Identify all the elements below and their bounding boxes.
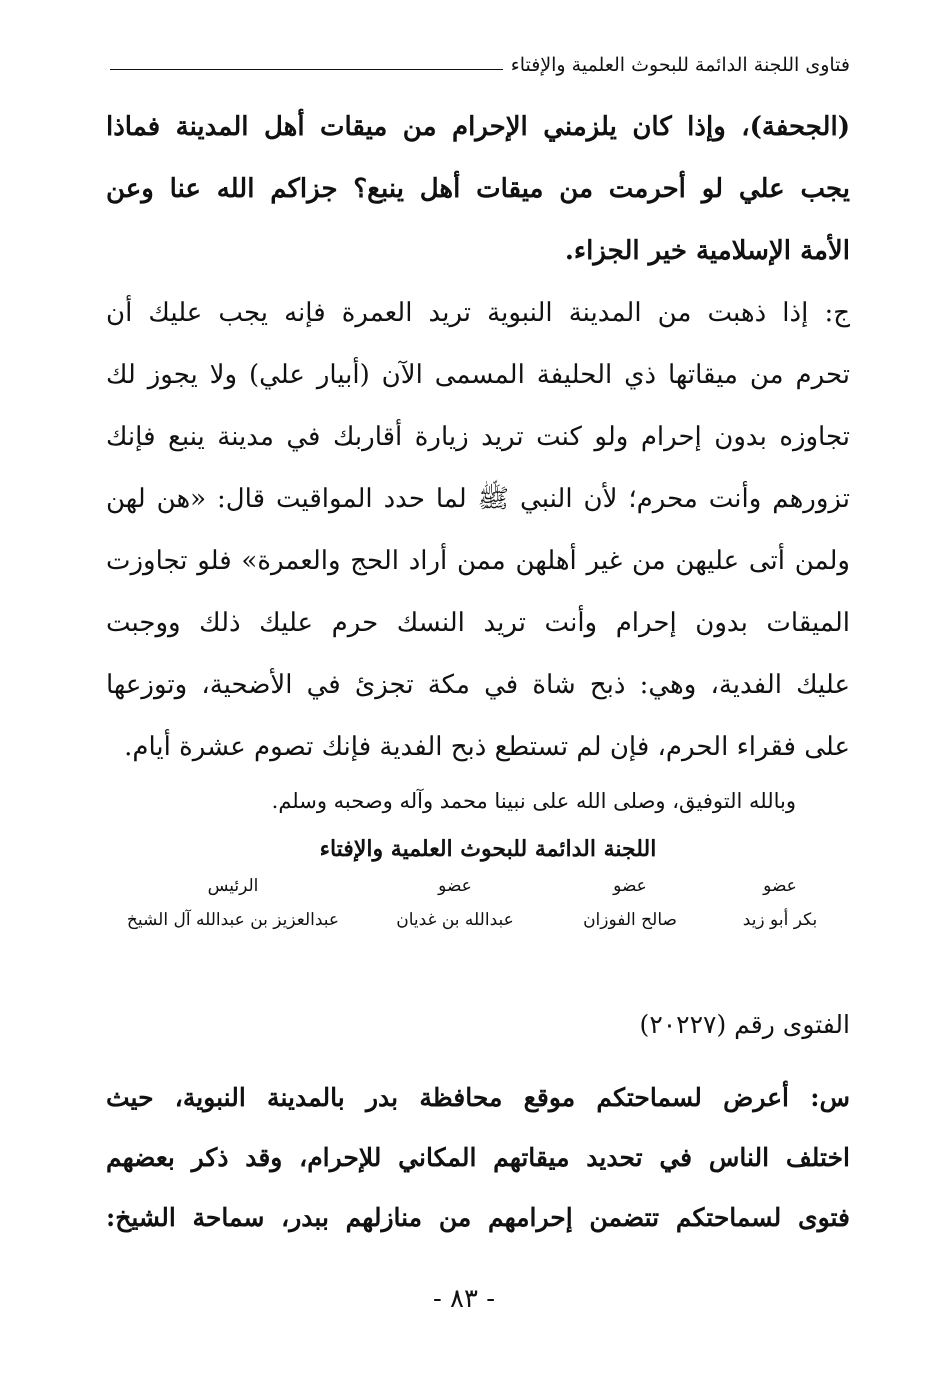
answer-line: على فقراء الحرم، فإن لم تستطع ذبح الفدية فإنك تصوم عشرة أيام.: [124, 732, 850, 762]
answer-line: ج: إذا ذهبت من المدينة النبوية تريد العمرة فإنه يجب عليك أن: [106, 298, 850, 328]
answer-line: عليك الفدية، وهي: ذبح شاة في مكة تجزئ في الأضحية، وتوزعها: [106, 670, 850, 700]
next-question-line: س: أعرض لسماحتكم موقع محافظة بدر بالمدينة النبوية، حيث: [106, 1083, 850, 1112]
signatory-role: الرئيس: [207, 876, 259, 896]
page-body: [106, 96, 850, 930]
answer-line: تجاوزه بدون إحرام ولو كنت تريد زيارة أقاربك في مدينة ينبع فإنك: [106, 422, 850, 452]
signatory-name: عبدالعزيز بن عبدالله آل الشيخ: [126, 910, 340, 930]
question-line: الأمة الإسلامية خير الجزاء.: [564, 236, 850, 266]
committee-name: اللجنة الدائمة للبحوث العلمية والإفتاء: [319, 836, 657, 862]
page-number: - ٨٣ -: [432, 1284, 496, 1314]
signatory-name: بكر أبو زيد: [742, 910, 818, 930]
signatory-role: عضو: [438, 876, 472, 896]
next-question-block: [106, 1068, 850, 1248]
signatory-role: عضو: [613, 876, 647, 896]
answer-line: الميقات بدون إحرام وأنت تريد النسك حرم عليك ذلك ووجبت: [106, 608, 850, 638]
question-line: يجب علي لو أحرمت من ميقات أهل ينبع؟ جزاكم الله عنا وعن: [106, 174, 850, 204]
signatory-name: صالح الفوزان: [583, 910, 677, 930]
fatwa-number-heading: الفتوى رقم (٢٠٢٢٧): [639, 1010, 850, 1039]
signatures-block: [106, 876, 850, 930]
answer-line: تحرم من ميقاتها ذي الحليفة المسمى الآن (أبيار علي) ولا يجوز لك: [106, 360, 850, 390]
signatory-name: عبدالله بن غديان: [396, 910, 514, 930]
closing-formula: وبالله التوفيق، وصلى الله على نبينا محمد وآله وصحبه وسلم.: [271, 789, 796, 813]
next-question-line: فتوى لسماحتكم تتضمن إحرامهم من منازلهم ببدر، سماحة الشيخ:: [106, 1203, 850, 1232]
answer-line: تزورهم وأنت محرم؛ لأن النبي ﷺ لما حدد المواقيت قال: «هن لهن: [106, 484, 850, 514]
signatory-role: عضو: [763, 876, 797, 896]
question-line: (الجحفة)، وإذا كان يلزمني الإحرام من ميقات أهل المدينة فماذا: [106, 112, 850, 142]
header-rule: [110, 69, 503, 70]
answer-line: ولمن أتى عليهن من غير أهلهن ممن أراد الحج والعمرة» فلو تجاوزت: [106, 546, 850, 576]
running-header: [110, 54, 850, 76]
next-question-line: اختلف الناس في تحديد ميقاتهم المكاني للإحرام، وقد ذكر بعضهم: [106, 1143, 850, 1172]
running-header-title: فتاوى اللجنة الدائمة للبحوث العلمية والإفتاء: [510, 54, 850, 76]
